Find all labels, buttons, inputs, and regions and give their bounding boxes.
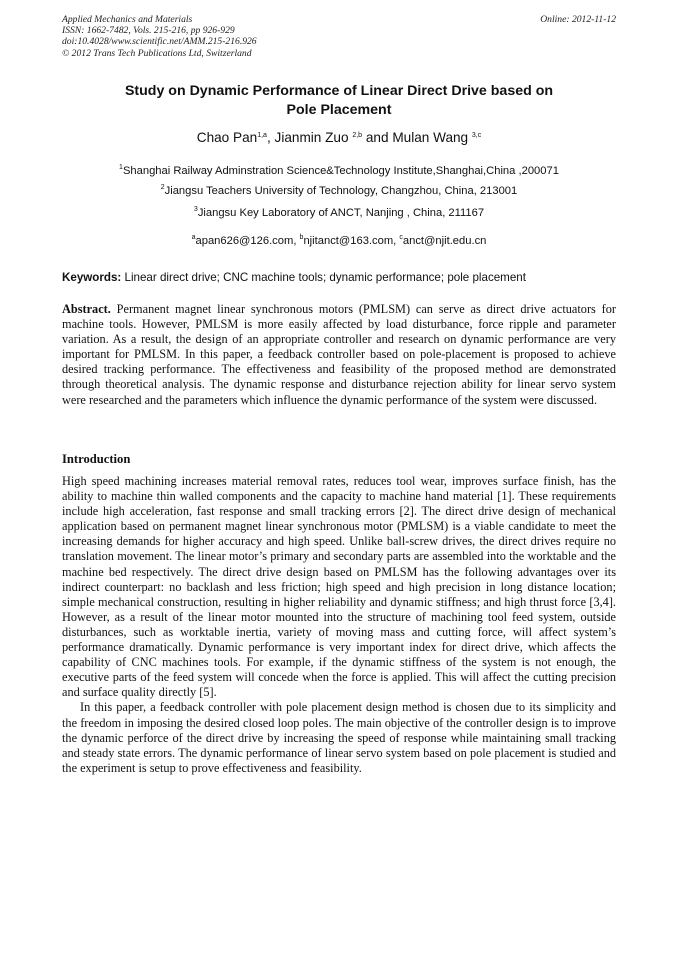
email-address[interactable]: anct@njit.edu.cn [402, 235, 487, 247]
keywords-label: Keywords: [62, 271, 122, 284]
journal-header [62, 14, 616, 59]
affiliation-3 [60, 207, 618, 219]
affiliation-text: Jiangsu Key Laboratory of ANCT, Nanjing , China, 211167 [197, 207, 485, 219]
introduction-paragraph-2: In this paper, a feedback controller with pole placement design method is chosen due to its simplicity and the freedom in imposing the desired closed loop poles. The main objective of the controller design is to improve the dynamic perforce of the direct drive by increasing the speed of response while maintaining small tracking and steady state errors. The dynamic performance of linear servo system based on pole placement is studied and the experiment is setup to prove effectiveness and feasibility. [62, 700, 616, 775]
author-sup: 3,c [471, 132, 482, 139]
online-date: Online: 2012-11-12 [540, 14, 616, 25]
affiliation-1 [60, 165, 618, 177]
author-separator: , [266, 130, 275, 145]
email-address[interactable]: njitanct@163.com, [303, 235, 400, 247]
introduction-paragraph-1: High speed machining increases material removal rates, reduces tool wear, improves surface finish, has the ability to machine thin walled components and the capacity to machine hand material [1]. These requirements include high acceleration, fast response and small tracking errors [2]. The direct drive design of mechanical application based on permanent magnet linear synchronous motor (PMLSM) is a viable candidate to meet the increasing demands for higher accuracy and high speed. Unlike ball-screw drives, the direct drives require no translation movement. The linear motor’s primary and secondary parts are assembled into the worktable and the machine bed respectively. The direct drive design based on PMLSM has the following advantages over its indirect counterpart: no backlash and less friction; high speed and high precision in long distance location; simple mechanical construction, resulting in higher reliability and dynamic stiffness; and high thrust force [3,4]. However, as a result of the linear motor mounted into the structure of machining tool feed system, outside disturbances, such as worktable inertia, variety of moving mass and cutting force, will affect system’s performance dramatically. Dynamic performance is very important index for direct drive, which affects the capability of CNC machines tools. For example, if the dynamic stiffness of the system is not enough, the executive parts of the feed system will concede when the force is applied. This will affect the cutting precision and surface quality directly [5]. [62, 474, 616, 700]
keywords-text: Linear direct drive; CNC machine tools; dynamic performance; pole placement [121, 271, 526, 284]
abstract-text: Permanent magnet linear synchronous motors (PMLSM) can serve as direct drive actuators for machine tools. However, PMLSM is more easily affected by load disturbance, force ripple and parameter variation. As a result, the design of an appropriate controller and research on dynamic performance are very important for PMLSM. In this paper, a feedback controller based on pole-placement is proposed to achieve desired tracking performance. The effectiveness and feasibility of the proposed method are demonstrated through theoretical analysis. The dynamic response and disturbance rejection ability for linear servo system were researched and the parameters which influence the dynamic performance of the system were discussed. [62, 302, 616, 407]
author-name: Mulan Wang [392, 130, 472, 145]
journal-name: Applied Mechanics and Materials [62, 14, 193, 25]
abstract [62, 302, 616, 408]
affiliation-text: Shanghai Railway Adminstration Science&Technology Institute,Shanghai,China ,200071 [122, 165, 559, 177]
author-name: Jianmin Zuo [274, 130, 353, 145]
email-sup: b [299, 234, 304, 241]
email-sup: a [191, 234, 196, 241]
author-separator: and [362, 130, 393, 145]
title-line-2: Pole Placement [286, 102, 392, 118]
journal-doi: doi:10.4028/www.scientific.net/AMM.215-216.926 [62, 36, 257, 48]
introduction-body [62, 474, 616, 776]
email-sup: c [399, 234, 403, 241]
affiliation-sup: 3 [193, 206, 198, 213]
email-list [60, 235, 618, 247]
affiliation-sup: 1 [119, 164, 123, 171]
affiliation-2 [60, 185, 618, 197]
author-list [60, 130, 618, 145]
affiliation-sup: 2 [160, 184, 165, 191]
journal-issn: ISSN: 1662-7482, Vols. 215-216, pp 926-929 [62, 25, 235, 37]
author-sup: 2,b [352, 132, 363, 139]
abstract-label: Abstract. [62, 302, 111, 316]
section-heading-introduction: Introduction [62, 452, 131, 466]
author-sup: 1,a [257, 132, 267, 139]
paper-title [70, 82, 608, 120]
journal-copyright: © 2012 Trans Tech Publications Ltd, Switzerland [62, 47, 252, 59]
affiliation-text: Jiangsu Teachers University of Technology, Changzhou, China, 213001 [164, 185, 518, 197]
keywords [62, 271, 618, 284]
email-address[interactable]: apan626@126.com, [195, 235, 300, 247]
author-name: Chao Pan [196, 130, 258, 145]
title-line-1: Study on Dynamic Performance of Linear Direct Drive based on [124, 83, 554, 99]
